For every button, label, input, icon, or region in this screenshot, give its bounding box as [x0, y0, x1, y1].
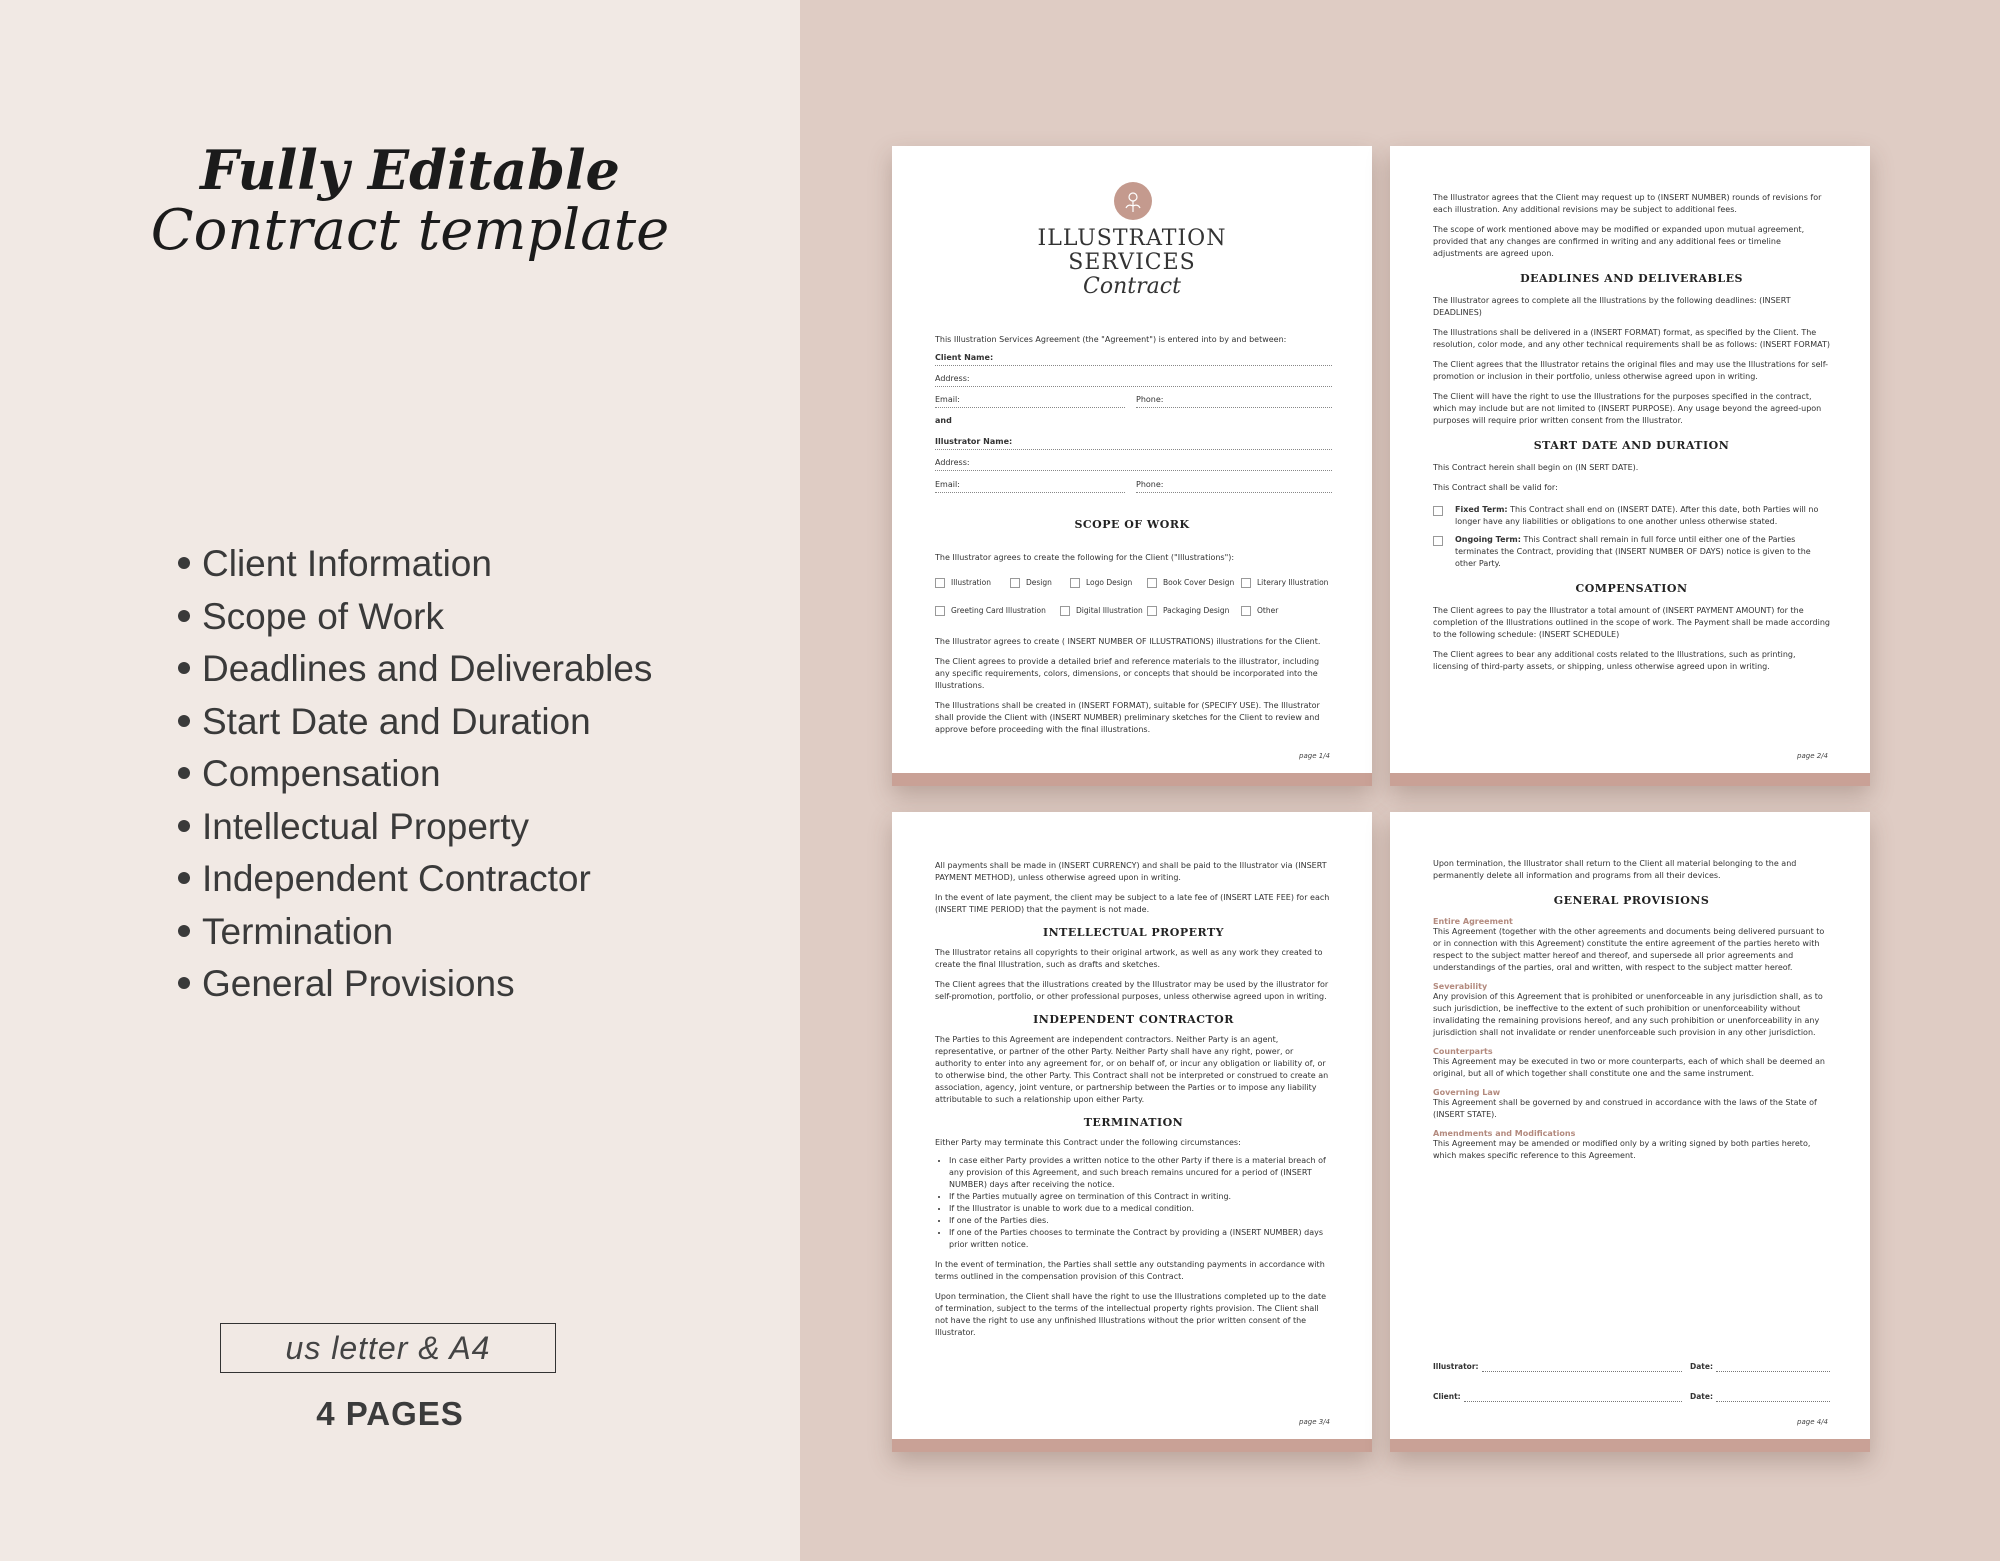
paragraph: Either Party may terminate this Contract under the following circumstances:: [935, 1138, 1241, 1147]
page-number: page 3/4: [1299, 1418, 1330, 1426]
list-item: • In case either Party provides a written notice to the other Party if there is a material breach of any provision of this Agreement, and such breach remains uncured for a period of (INSERT NUMBER) days after receiving the notice.: [949, 1155, 1332, 1191]
paragraph: This Agreement shall be governed by and construed in accordance with the laws of the State of (INSERT STATE).: [1433, 1098, 1817, 1119]
illustrator-email-field[interactable]: Email:: [935, 480, 1125, 493]
page-accent-band: [892, 1439, 1372, 1452]
paragraph: The Client agrees to pay the Illustrator a total amount of (INSERT PAYMENT AMOUNT) for the completion of the Illustrations outlined in the scope of work. The Payment shall be made according to the following schedule: (INSERT SCHEDULE): [1433, 606, 1830, 639]
checkbox-icon[interactable]: [1010, 578, 1020, 588]
scope-intro: The Illustrator agrees to create the following for the Client ("Illustrations"):: [935, 553, 1235, 562]
checkbox-icon[interactable]: [1433, 506, 1443, 516]
bullet-icon: [178, 872, 190, 884]
paragraph: Upon termination, the Illustrator shall return to the Client all material belonging to the and permanently delete all information and programs from all their devices.: [1433, 859, 1797, 880]
client-phone-field[interactable]: Phone:: [1136, 395, 1332, 408]
option-design[interactable]: Design: [1010, 578, 1052, 588]
section-heading: INTELLECTUAL PROPERTY: [1042, 926, 1225, 939]
page-number: page 1/4: [1299, 752, 1330, 760]
checkbox-icon[interactable]: [935, 578, 945, 588]
client-sign-line[interactable]: [1464, 1400, 1682, 1402]
paragraph: Upon termination, the Client shall have the right to use the Illustrations completed up to the date of termination, subject to the terms of the intellectual property rights provision. The Client shall not have the right to use any unfinished Illustrations without the prior written consent of the Illustrator.: [935, 1292, 1327, 1337]
paragraph: The Illustrator retains all copyrights to their original artwork, as well as any work they created to create the final Illustration, such as drafts and sketches.: [935, 948, 1323, 969]
checkbox-icon[interactable]: [1147, 578, 1157, 588]
doc-title-line-2: SERVICES: [1068, 250, 1196, 275]
client-address-field[interactable]: Address:: [935, 374, 1332, 387]
feature-item: Client Information: [178, 538, 652, 591]
checkbox-icon[interactable]: [1147, 606, 1157, 616]
paragraph: In the event of late payment, the client may be subject to a late fee of (INSERT LATE FEE) for each (INSERT TIME PERIOD) that the payment is not made.: [935, 893, 1330, 914]
paragraph: The Illustrator agrees to complete all the Illustrations by the following deadlines: (INSERT DEADLINES): [1433, 296, 1791, 317]
option-digital[interactable]: Digital Illustration: [1060, 606, 1143, 616]
size-label-box: us letter & A4: [220, 1323, 556, 1373]
doc-title-script: Contract: [1083, 274, 1181, 299]
paragraph: The scope of work mentioned above may be modified or expanded upon mutual agreement, provided that any changes are confirmed in writing and any additional fees or timeline adjustments are agreed upon.: [1433, 225, 1805, 258]
option-illustration[interactable]: Illustration: [935, 578, 991, 588]
intro-text: This Illustration Services Agreement (the "Agreement") is entered into by and between:: [935, 335, 1287, 344]
feature-list: [178, 538, 652, 1011]
option-literary[interactable]: Literary Illustration: [1241, 578, 1328, 588]
illustrator-phone-field[interactable]: Phone:: [1136, 480, 1332, 493]
illustrator-name-field[interactable]: Illustrator Name:: [935, 437, 1332, 450]
subheading: Counterparts: [1433, 1047, 1493, 1056]
client-email-field[interactable]: Email:: [935, 395, 1125, 408]
bullet-icon: [178, 977, 190, 989]
left-panel: [0, 0, 800, 1561]
scope-paragraph: The Illustrations shall be created in (INSERT FORMAT), suitable for (SPECIFY USE). The Illustrator shall provide the Client with (INSERT NUMBER) preliminary sketches for the Client to review and approve before proceeding with the final illustrations.: [935, 701, 1320, 734]
section-heading: TERMINATION: [1083, 1116, 1184, 1129]
feature-item: General Provisions: [178, 958, 652, 1011]
section-heading: START DATE AND DURATION: [1533, 439, 1730, 452]
page-accent-band: [1390, 773, 1870, 786]
subheading: Entire Agreement: [1433, 917, 1513, 926]
list-item: • If one of the Parties dies.: [949, 1215, 1332, 1227]
termination-list: [935, 1155, 1332, 1251]
bullet-icon: [178, 610, 190, 622]
feature-item: Scope of Work: [178, 591, 652, 644]
bullet-icon: [178, 767, 190, 779]
list-item: • If the Illustrator is unable to work due to a medical condition.: [949, 1203, 1332, 1215]
paragraph: The Client agrees that the Illustrator retains the original files and may use the Illustrations for self-promotion or inclusion in their portfolio, unless otherwise agreed upon in writing.: [1433, 360, 1829, 381]
checkbox-icon[interactable]: [1060, 606, 1070, 616]
paragraph: This Agreement may be executed in two or more counterparts, each of which shall be deemed an original, but all of which together shall constitute one and the same instrument.: [1433, 1057, 1825, 1078]
headline-line-2: Contract template: [150, 198, 670, 263]
paragraph: The Illustrations shall be delivered in a (INSERT FORMAT) format, as specified by the Client. The resolution, color mode, and any other technical requirements shall be as follows: (INSERT FORMAT): [1433, 328, 1830, 349]
bullet-icon: [178, 557, 190, 569]
illustrator-date-line[interactable]: [1716, 1370, 1830, 1372]
subheading: Severability: [1433, 982, 1488, 991]
contract-page-1: [892, 146, 1372, 786]
feature-item: Deadlines and Deliverables: [178, 643, 652, 696]
paragraph: This Agreement may be amended or modified only by a writing signed by both parties hereto, which makes specific reference to this Agreement.: [1433, 1139, 1811, 1160]
list-item: • If the Parties mutually agree on termination of this Contract in writing.: [949, 1191, 1332, 1203]
checkbox-icon[interactable]: [1241, 606, 1251, 616]
date-label: Date:: [1690, 1392, 1713, 1401]
page-number: page 4/4: [1797, 1418, 1828, 1426]
illustrator-sign-label: Illustrator:: [1433, 1362, 1479, 1371]
paragraph: The Illustrator agrees that the Client may request up to (INSERT NUMBER) rounds of revisions for each illustration. Any additional revisions may be subject to additional fees.: [1433, 193, 1822, 214]
option-packaging[interactable]: Packaging Design: [1147, 606, 1229, 616]
illustrator-sign-line[interactable]: [1482, 1370, 1682, 1372]
doc-title-line-1: ILLUSTRATION: [1037, 226, 1227, 251]
feature-item: Independent Contractor: [178, 853, 652, 906]
section-heading: DEADLINES AND DELIVERABLES: [1520, 272, 1743, 285]
subheading: Amendments and Modifications: [1433, 1129, 1576, 1138]
checkbox-icon[interactable]: [935, 606, 945, 616]
illustrator-address-field[interactable]: Address:: [935, 458, 1332, 471]
pages-count-label: 4 PAGES: [316, 1395, 464, 1432]
section-heading: COMPENSATION: [1575, 582, 1688, 595]
paragraph: All payments shall be made in (INSERT CURRENCY) and shall be paid to the Illustrator via (INSERT PAYMENT METHOD), unless otherwise agreed upon in writing.: [935, 861, 1327, 882]
scope-paragraph: The Illustrator agrees to create ( INSERT NUMBER OF ILLUSTRATIONS) illustrations for the Client.: [935, 637, 1321, 646]
feature-item: Compensation: [178, 748, 652, 801]
contract-page-2: [1390, 146, 1870, 786]
flower-logo-icon: [1114, 182, 1152, 220]
paragraph: In the event of termination, the Parties shall settle any outstanding payments in accordance with terms outlined in the compensation provision of this Contract.: [935, 1260, 1325, 1281]
checkbox-icon[interactable]: [1241, 578, 1251, 588]
feature-item: Start Date and Duration: [178, 696, 652, 749]
scope-paragraph: The Client agrees to provide a detailed brief and reference materials to the illustrator, including any specific requirements, colors, dimensions, or concepts that should be incorporated into the Illustrations.: [935, 657, 1320, 690]
date-label: Date:: [1690, 1362, 1713, 1371]
bullet-icon: [178, 820, 190, 832]
feature-item: Intellectual Property: [178, 801, 652, 854]
option-book-cover[interactable]: Book Cover Design: [1147, 578, 1234, 588]
paragraph: The Parties to this Agreement are independent contractors. Neither Party is an agent, representative, or partner of the other Party. Neither Party shall have any right, power, or authority to enter into any agreement for, or on behalf of, or incur any obligation or liability of, or to otherwise bind, the other Party. This Contract shall not be interpreted or construed to create an association, agency, joint venture, or partnership between the Parties or to impose any liability attributable to such a relationship upon either Party.: [935, 1035, 1329, 1104]
paragraph: Any provision of this Agreement that is prohibited or unenforceable in any jurisdiction shall, as to such jurisdiction, be ineffective to the extent of such prohibition or unenforceability without invalidating the remaining provisions hereof, and any such prohibition or unenforceability in any jurisdiction shall not invalidate or render unenforceable such provision in any other jurisdiction.: [1433, 992, 1823, 1037]
fixed-term-option[interactable]: Fixed Term: This Contract shall end on (INSERT DATE). After this date, both Parties will no longer have any liabilities or obligations to one another unless otherwise stated.: [1433, 504, 1830, 528]
client-sign-label: Client:: [1433, 1392, 1461, 1401]
checkbox-icon[interactable]: [1433, 536, 1443, 546]
paragraph: This Agreement (together with the other agreements and documents being delivered pursuant to or in connection with this Agreement) constitute the entire agreement of the parties hereto with respect to the subject matter hereof and thereof, and supersede all prior agreements and understandings of the parties, oral and written, with respect to the subject matter hereof.: [1433, 927, 1825, 972]
client-date-line[interactable]: [1716, 1400, 1830, 1402]
scope-heading: SCOPE OF WORK: [1074, 518, 1190, 531]
paragraph: This Contract shall be valid for:: [1433, 483, 1558, 492]
section-heading: INDEPENDENT CONTRACTOR: [1033, 1013, 1234, 1026]
and-label: and: [935, 416, 952, 425]
paragraph: The Client agrees to bear any additional costs related to the Illustrations, such as printing, licensing of third-party assets, or shipping, unless otherwise agreed upon in writing.: [1433, 650, 1796, 671]
list-item: • If one of the Parties chooses to terminate the Contract by providing a (INSERT NUMBER) days prior written notice.: [949, 1227, 1332, 1251]
page-accent-band: [892, 773, 1372, 786]
ongoing-term-option[interactable]: Ongoing Term: This Contract shall remain in full force until either one of the Parties terminates the Contract, providing that (INSERT NUMBER OF DAYS) notice is given to the other Party.: [1433, 534, 1830, 570]
option-greeting-card[interactable]: Greeting Card Illustration: [935, 606, 1046, 616]
subheading: Governing Law: [1433, 1088, 1501, 1097]
section-heading: GENERAL PROVISIONS: [1553, 894, 1710, 907]
contract-page-4: [1390, 812, 1870, 1452]
headline-line-1: Fully Editable: [200, 138, 620, 202]
page-accent-band: [1390, 1439, 1870, 1452]
client-name-field[interactable]: Client Name:: [935, 353, 1332, 366]
bullet-icon: [178, 715, 190, 727]
bullet-icon: [178, 925, 190, 937]
paragraph: The Client agrees that the illustrations created by the Illustrator may be used by the illustrator for self-promotion, portfolio, or other professional purposes, unless otherwise agreed upon in writing.: [935, 980, 1329, 1001]
option-other[interactable]: Other: [1241, 606, 1278, 616]
paragraph: The Client will have the right to use the Illustrations for the purposes specified in the contract, which may include but are not limited to (INSERT PURPOSE). Any usage beyond the agreed-upon purposes will require prior written consent from the Illustrator.: [1433, 392, 1822, 425]
feature-item: Termination: [178, 906, 652, 959]
page-number: page 2/4: [1797, 752, 1828, 760]
paragraph: This Contract herein shall begin on (IN SERT DATE).: [1433, 463, 1639, 472]
checkbox-icon[interactable]: [1070, 578, 1080, 588]
contract-page-3: [892, 812, 1372, 1452]
bullet-icon: [178, 662, 190, 674]
option-logo-design[interactable]: Logo Design: [1070, 578, 1132, 588]
